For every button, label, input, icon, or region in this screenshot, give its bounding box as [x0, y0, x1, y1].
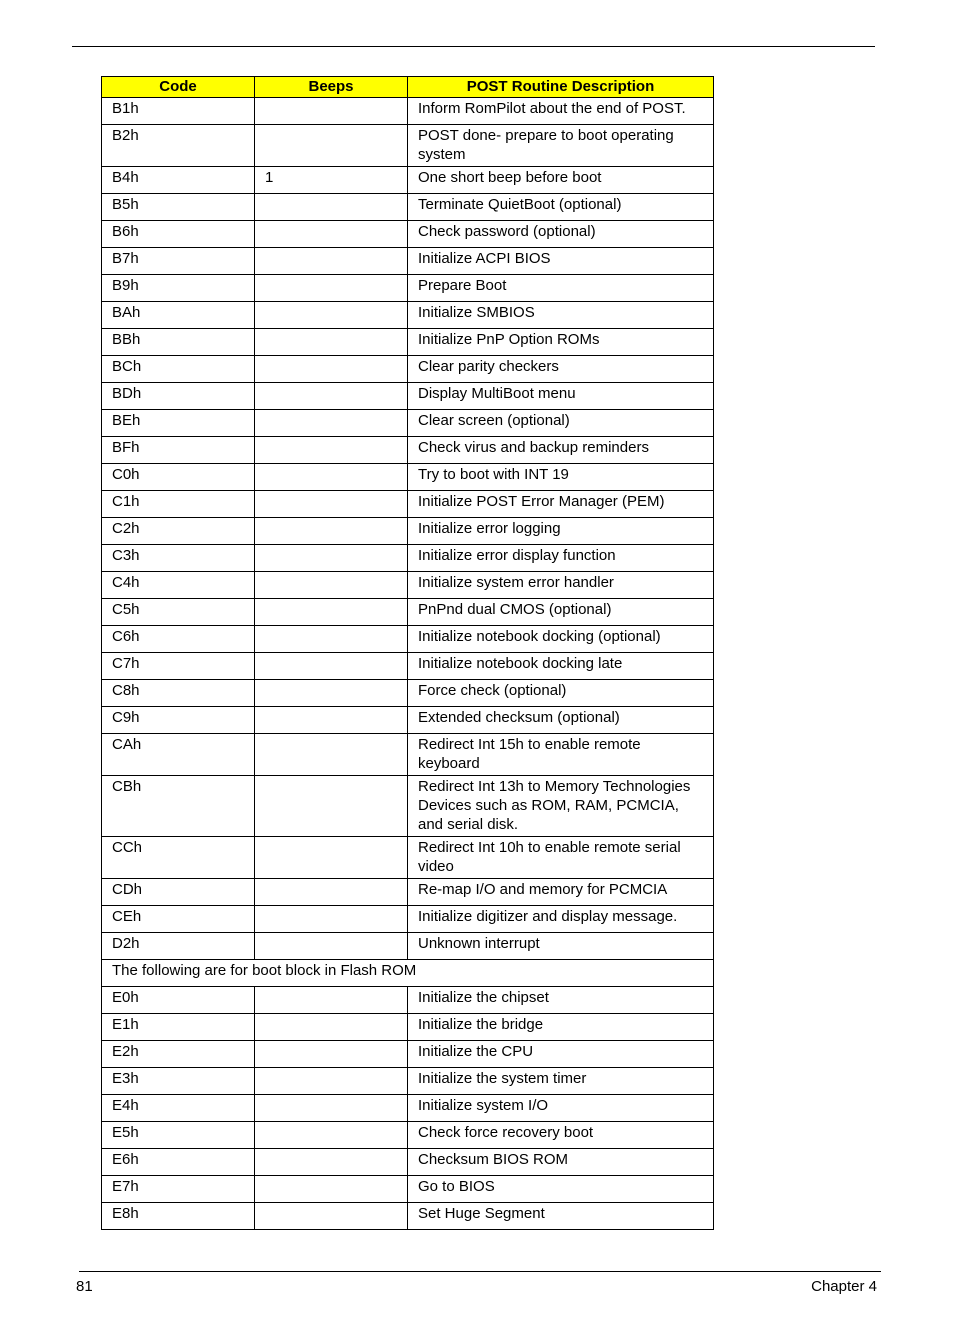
cell-description: Initialize error logging: [408, 518, 714, 545]
cell-code: CAh: [102, 734, 255, 776]
table-row: [102, 221, 714, 248]
section-note: The following are for boot block in Flash ROM: [102, 960, 714, 987]
cell-description: Display MultiBoot menu: [408, 383, 714, 410]
cell-code: BFh: [102, 437, 255, 464]
table-row: [102, 960, 714, 987]
table-row: [102, 1203, 714, 1230]
cell-code: B5h: [102, 194, 255, 221]
cell-description: Initialize ACPI BIOS: [408, 248, 714, 275]
cell-code: C0h: [102, 464, 255, 491]
cell-beeps: [255, 329, 408, 356]
cell-description: Re-map I/O and memory for PCMCIA: [408, 879, 714, 906]
cell-code: C5h: [102, 599, 255, 626]
table-row: [102, 572, 714, 599]
header-rule: [72, 46, 875, 47]
cell-beeps: [255, 248, 408, 275]
table-row: [102, 1122, 714, 1149]
cell-description: Initialize notebook docking (optional): [408, 626, 714, 653]
cell-code: CBh: [102, 776, 255, 837]
cell-beeps: [255, 383, 408, 410]
cell-code: CCh: [102, 837, 255, 879]
table-row: [102, 329, 714, 356]
cell-description: Unknown interrupt: [408, 933, 714, 960]
cell-beeps: [255, 837, 408, 879]
cell-beeps: [255, 987, 408, 1014]
cell-beeps: [255, 275, 408, 302]
cell-beeps: [255, 1122, 408, 1149]
cell-beeps: [255, 626, 408, 653]
table-row: [102, 545, 714, 572]
cell-code: B6h: [102, 221, 255, 248]
table-row: [102, 302, 714, 329]
cell-description: Initialize the chipset: [408, 987, 714, 1014]
table-row: [102, 248, 714, 275]
table-row: [102, 1041, 714, 1068]
table-row: [102, 1095, 714, 1122]
cell-code: C4h: [102, 572, 255, 599]
table-row: [102, 707, 714, 734]
cell-code: BAh: [102, 302, 255, 329]
cell-code: B2h: [102, 125, 255, 167]
cell-description: Initialize system I/O: [408, 1095, 714, 1122]
cell-beeps: [255, 1203, 408, 1230]
cell-description: Initialize error display function: [408, 545, 714, 572]
table-row: [102, 356, 714, 383]
cell-code: B4h: [102, 167, 255, 194]
cell-code: E3h: [102, 1068, 255, 1095]
footer-rule: [79, 1271, 881, 1272]
cell-code: CEh: [102, 906, 255, 933]
table-row: [102, 987, 714, 1014]
cell-description: Initialize notebook docking late: [408, 653, 714, 680]
table-row: [102, 410, 714, 437]
cell-description: POST done- prepare to boot operating system: [408, 125, 714, 167]
table-row: [102, 1176, 714, 1203]
cell-beeps: [255, 653, 408, 680]
table-row: [102, 879, 714, 906]
cell-code: E5h: [102, 1122, 255, 1149]
cell-description: Initialize digitizer and display message.: [408, 906, 714, 933]
cell-code: D2h: [102, 933, 255, 960]
cell-description: Initialize the bridge: [408, 1014, 714, 1041]
cell-beeps: 1: [255, 167, 408, 194]
cell-description: Clear parity checkers: [408, 356, 714, 383]
cell-beeps: [255, 1149, 408, 1176]
cell-beeps: [255, 1068, 408, 1095]
table-row: [102, 437, 714, 464]
table-row: [102, 653, 714, 680]
cell-beeps: [255, 1041, 408, 1068]
cell-beeps: [255, 776, 408, 837]
cell-code: E6h: [102, 1149, 255, 1176]
cell-code: C8h: [102, 680, 255, 707]
cell-description: Try to boot with INT 19: [408, 464, 714, 491]
table-row: [102, 837, 714, 879]
cell-beeps: [255, 1176, 408, 1203]
cell-beeps: [255, 680, 408, 707]
cell-description: Initialize system error handler: [408, 572, 714, 599]
cell-code: BEh: [102, 410, 255, 437]
cell-beeps: [255, 221, 408, 248]
column-header-beeps: Beeps: [255, 77, 408, 98]
table-row: [102, 167, 714, 194]
cell-description: Clear screen (optional): [408, 410, 714, 437]
cell-beeps: [255, 194, 408, 221]
table-row: [102, 599, 714, 626]
cell-description: Check force recovery boot: [408, 1122, 714, 1149]
table-row: [102, 98, 714, 125]
cell-code: C2h: [102, 518, 255, 545]
cell-description: Set Huge Segment: [408, 1203, 714, 1230]
cell-code: E7h: [102, 1176, 255, 1203]
cell-code: E0h: [102, 987, 255, 1014]
table-row: [102, 626, 714, 653]
cell-beeps: [255, 437, 408, 464]
cell-code: BCh: [102, 356, 255, 383]
table-row: [102, 1068, 714, 1095]
cell-beeps: [255, 302, 408, 329]
table-row: [102, 194, 714, 221]
cell-description: One short beep before boot: [408, 167, 714, 194]
cell-beeps: [255, 599, 408, 626]
cell-description: Initialize PnP Option ROMs: [408, 329, 714, 356]
table-row: [102, 275, 714, 302]
cell-code: E2h: [102, 1041, 255, 1068]
cell-code: C7h: [102, 653, 255, 680]
cell-beeps: [255, 356, 408, 383]
cell-code: C6h: [102, 626, 255, 653]
cell-description: Go to BIOS: [408, 1176, 714, 1203]
table-row: [102, 776, 714, 837]
cell-code: E8h: [102, 1203, 255, 1230]
cell-code: B9h: [102, 275, 255, 302]
cell-description: Initialize the system timer: [408, 1068, 714, 1095]
cell-code: B1h: [102, 98, 255, 125]
cell-beeps: [255, 491, 408, 518]
cell-description: PnPnd dual CMOS (optional): [408, 599, 714, 626]
table-row: [102, 464, 714, 491]
cell-description: Terminate QuietBoot (optional): [408, 194, 714, 221]
cell-beeps: [255, 410, 408, 437]
cell-beeps: [255, 906, 408, 933]
table-row: [102, 734, 714, 776]
cell-code: CDh: [102, 879, 255, 906]
cell-beeps: [255, 464, 408, 491]
cell-beeps: [255, 1095, 408, 1122]
cell-code: E4h: [102, 1095, 255, 1122]
cell-code: E1h: [102, 1014, 255, 1041]
table-header-row: [102, 77, 714, 98]
cell-description: Initialize the CPU: [408, 1041, 714, 1068]
cell-description: Check password (optional): [408, 221, 714, 248]
cell-beeps: [255, 734, 408, 776]
cell-code: B7h: [102, 248, 255, 275]
column-header-description: POST Routine Description: [408, 77, 714, 98]
table-row: [102, 1014, 714, 1041]
cell-beeps: [255, 572, 408, 599]
cell-code: C1h: [102, 491, 255, 518]
cell-description: Initialize SMBIOS: [408, 302, 714, 329]
cell-description: Check virus and backup reminders: [408, 437, 714, 464]
table-body: [102, 98, 714, 1230]
cell-code: C9h: [102, 707, 255, 734]
cell-code: BDh: [102, 383, 255, 410]
table-row: [102, 1149, 714, 1176]
page-number: 81: [76, 1278, 93, 1295]
cell-description: Prepare Boot: [408, 275, 714, 302]
cell-description: Extended checksum (optional): [408, 707, 714, 734]
cell-description: Initialize POST Error Manager (PEM): [408, 491, 714, 518]
table-row: [102, 680, 714, 707]
cell-description: Checksum BIOS ROM: [408, 1149, 714, 1176]
cell-code: BBh: [102, 329, 255, 356]
cell-beeps: [255, 125, 408, 167]
cell-beeps: [255, 545, 408, 572]
cell-beeps: [255, 933, 408, 960]
cell-beeps: [255, 518, 408, 545]
table-row: [102, 125, 714, 167]
table-row: [102, 933, 714, 960]
cell-code: C3h: [102, 545, 255, 572]
table-row: [102, 491, 714, 518]
cell-beeps: [255, 98, 408, 125]
cell-description: Inform RomPilot about the end of POST.: [408, 98, 714, 125]
table-row: [102, 383, 714, 410]
column-header-code: Code: [102, 77, 255, 98]
post-code-table: [101, 76, 714, 1230]
cell-description: Redirect Int 10h to enable remote serial video: [408, 837, 714, 879]
cell-description: Force check (optional): [408, 680, 714, 707]
cell-beeps: [255, 1014, 408, 1041]
cell-beeps: [255, 707, 408, 734]
cell-description: Redirect Int 13h to Memory Technologies Devices such as ROM, RAM, PCMCIA, and serial disk.: [408, 776, 714, 837]
table-row: [102, 906, 714, 933]
chapter-label: Chapter 4: [811, 1278, 877, 1295]
cell-beeps: [255, 879, 408, 906]
table-row: [102, 518, 714, 545]
cell-description: Redirect Int 15h to enable remote keyboard: [408, 734, 714, 776]
